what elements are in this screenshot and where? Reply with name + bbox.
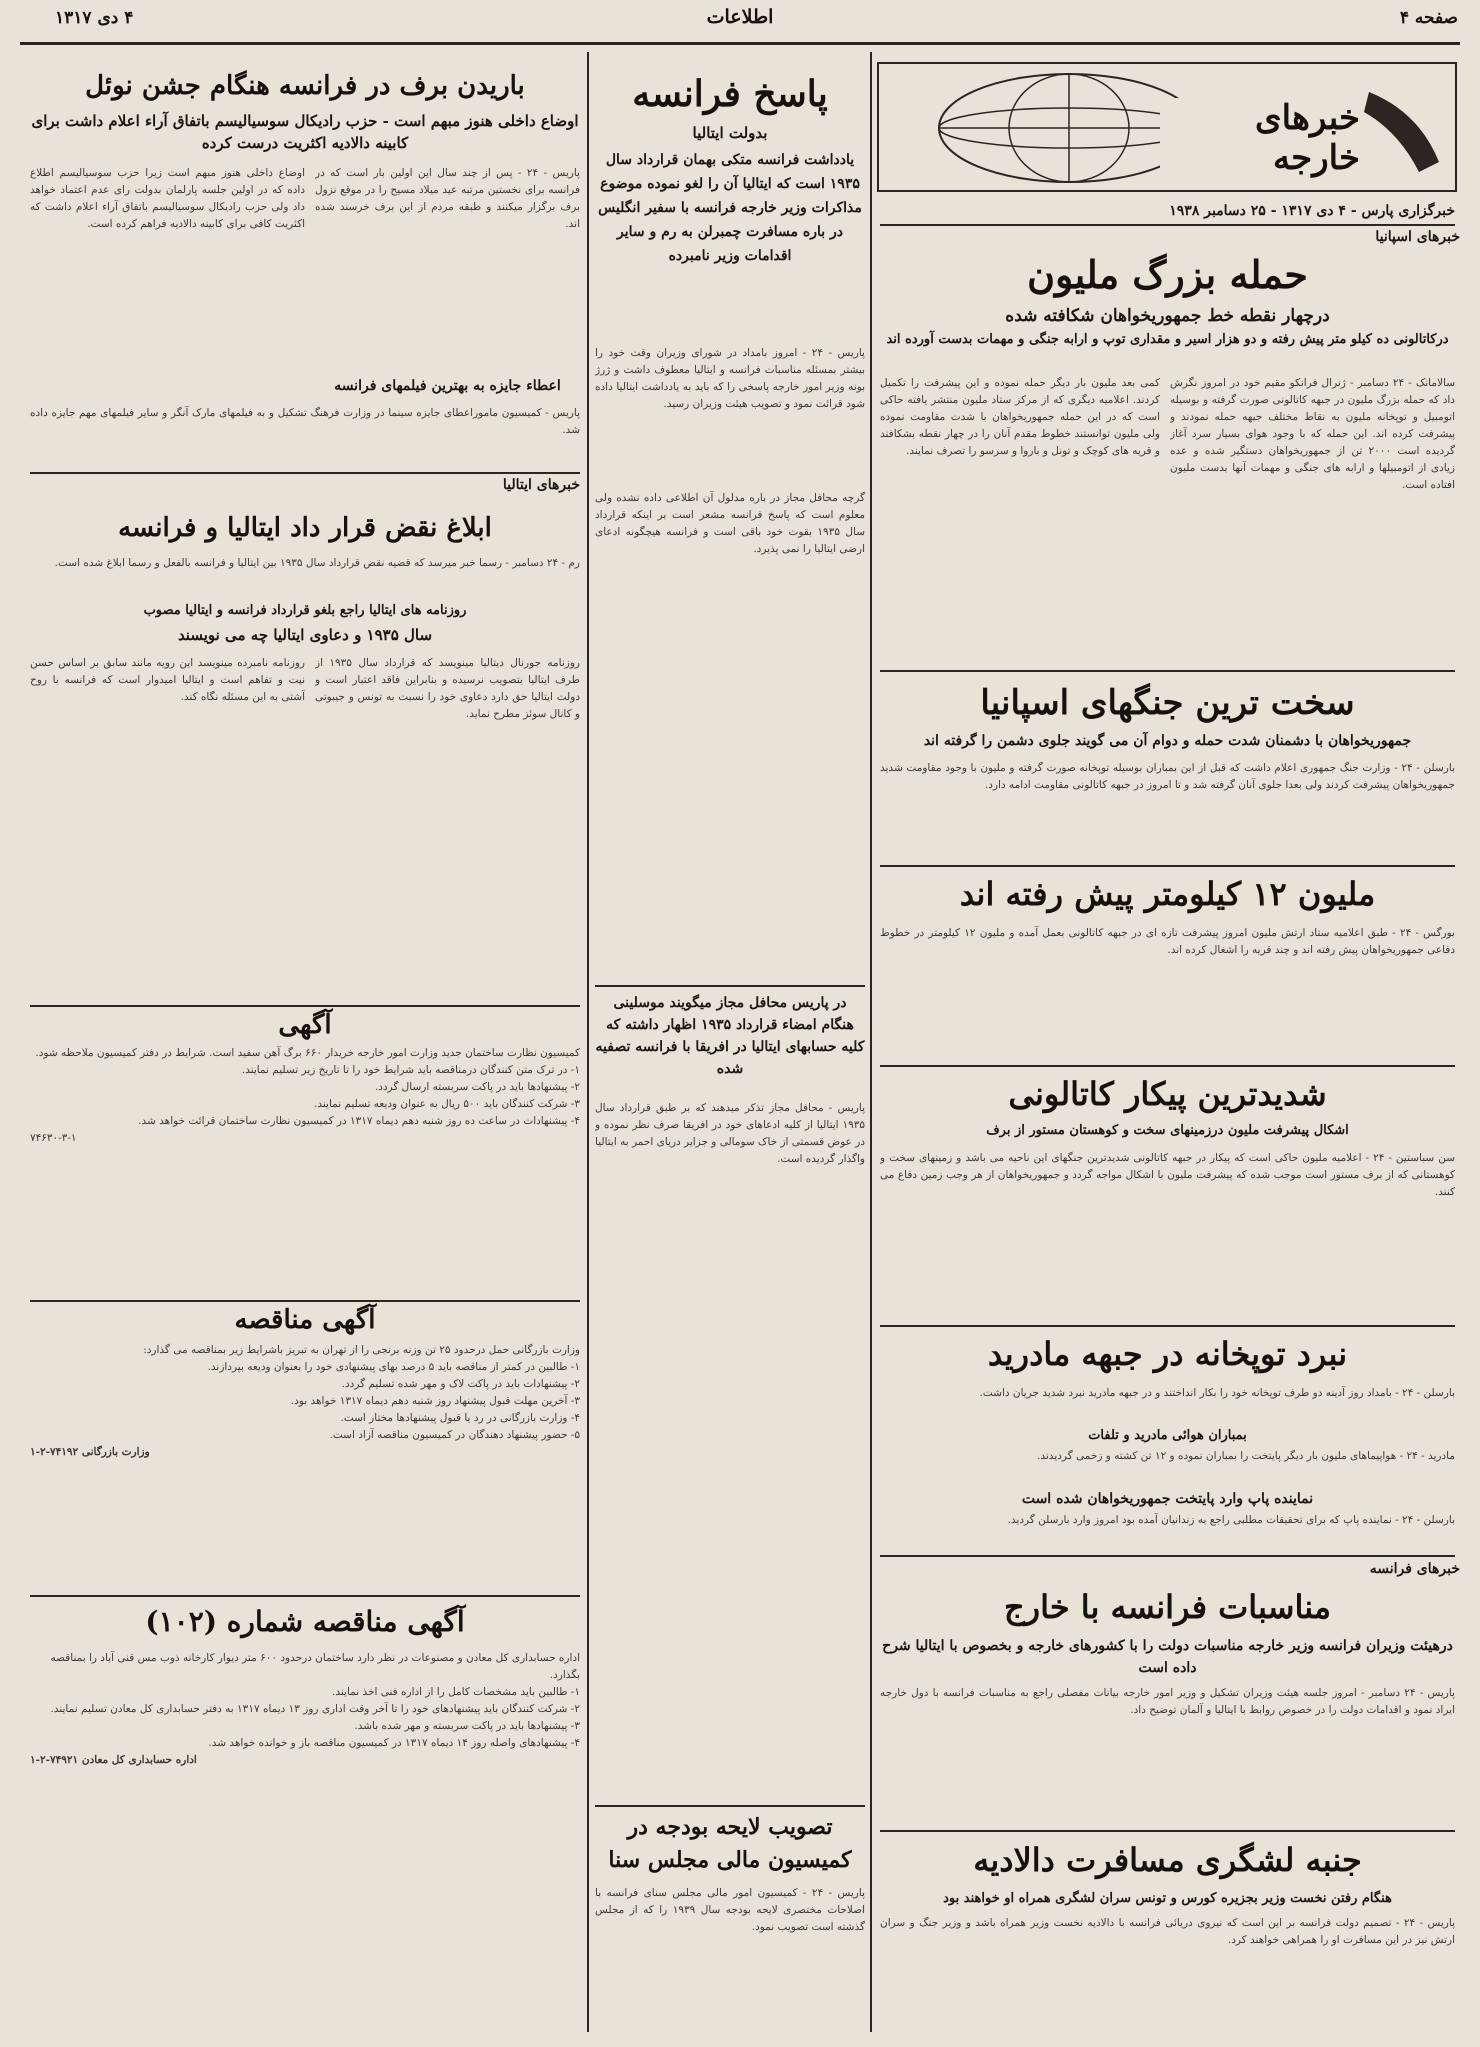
artillery-line2: بمباران هوائی مادرید و تلفات [1088,1428,1247,1443]
headline-hardest-battles: سخت ترین جنگهای اسپانیا [980,683,1355,723]
foreign-news-title: خبرهای خارجه [1160,98,1360,178]
subhead-budget: کمیسیون مالی مجلس سنا [608,1847,852,1873]
italy-body3: روزنامه نامبرده مینویسد این رویه مانند سابق بر اساس حسن نیت و تفاهم است و ایتالیا امیدوار است که فرانسه با روح آشتی به این مسئله نگاه کند. [30,657,305,703]
page-date: ۴ دی ۱۳۱۷ [55,8,134,28]
ad2-item: ۴- وزارت بازرگانی در رد یا قبول پیشنهادها مختار است. [340,1412,580,1424]
ad1-item: ۲- پیشنهادها باید در پاکت سربسته ارسال گردد. [374,1081,580,1093]
ad3-intro: اداره حسابداری کل معادن و مصنوعات در نظر دارد ساختمان درحدود ۶۰۰ متر دیوار کارخانه ذوب مس قنی آباد را بمناقصه بگذارد. [50,1652,580,1681]
foreign-news-banner [877,62,1457,192]
ad2-item: ۱- طالبین در کمتر از مناقصه باید ۵ درصد بهای پیشنهادی خود را بعنوان ودیعه بپردازند. [207,1361,580,1373]
agency-line: خبرگزاری پارس - ۴ دی ۱۳۱۷ - ۲۵ دسامبر ۱۹۳۸ [1169,203,1455,219]
subhead-big-attack: درچهار نقطه خط جمهوریخواهان شکافته شده [1005,306,1330,326]
ad2-item: ۲- پیشنهادات باید در پاکت لاک و مهر شده تسلیم گردد. [341,1378,580,1390]
ad2-title: آگهی مناقصه [234,1305,376,1335]
fierce-fight-body: سن سباستین - ۲۴ - اعلامیه ملیون حاکی است که پیکار در جبهه کاتالونی شدیدترین جنگهای این ناحیه می باشد و زمینهای سخت و کوهستانی که از برف مستور است موجب شده که پیشرفت ملیون با اشکال مواجه گردد و جمهوریخواهان از هر وجب زمین دفاع می کنند. [880,1152,1455,1198]
headline-france-reply: پاسخ فرانسه [632,73,828,115]
big-attack-body-left: کمی بعد ملیون بار دیگر حمله نموده و این پیشرفت را تکمیل کردند. اعلامیه دیگری که از مرکز ستاد ملیون منتشر یافته حاکی است که در این حمله جمهوریخواهان با شدت مقاومت نموده ولی ملیون توانستند خطوط مقدم آنان را در چهار نقطه بشکافند و قریه های کوچک و تونل و باروا و سرسو را تصرف نمایند. [880,377,1160,457]
italy-body2: روزنامه جورنال دیتالیا مینویسد که قرارداد سال ۱۹۳۵ از طرف ایتالیا بتصویب نرسیده و بنابراین فاقد اعتبار است و دولت ایتالیا حق دارد دعاوی خود را نسبت به تونس و جیبوتی و کانال سوئز مطرح نماید. [315,657,580,720]
rule-3 [880,1065,1455,1067]
left-rule-3 [30,1300,580,1302]
headline-italy-treaty: ابلاغ نقض قرار داد ایتالیا و فرانسه [118,513,492,543]
headline-french-relations: مناسبات فرانسه با خارج [1003,1588,1332,1626]
ad1-content [30,1045,580,1295]
ad2-code: وزارت بازرگانی ۷۴۱۹۲-۲-۱ [30,1446,150,1458]
ad3-title: آگهی مناقصه شماره (۱۰۲) [145,1605,465,1638]
column-rule-left [587,52,589,2032]
left-rule-2 [30,1005,580,1007]
italy-sub3: سال ۱۹۳۵ و دعاوی ایتالیا چه می نویسند [177,626,433,644]
paper-name: اطلاعات [706,6,774,28]
lead-france-reply: یادداشت فرانسه متکی بهمان قرارداد سال ۱۹۳۵ است که ایتالیا آن را لغو نموده موضوع مذاکرات وزیر خارجه فرانسه با سفیر انگلیس در باره مسافرت چمبرلن به رم و سایر اقدامات وزیر نامبرده [598,152,862,264]
artillery-body: بارسلن - ۲۴ - بامداد روز آدینه دو طرف توپخانه خود را بکار انداختند و در جبهه مادرید نبرد شدید جریان داشت. [979,1387,1455,1399]
prize-title: اعطاء جایزه به بهترین فیلمهای فرانسه [334,378,561,394]
snow-body-left: اوضاع داخلی هنوز مبهم است زیرا حزب سوسیالیسم اطلاع داده که در اولین جلسه پارلمان بدولت رای عدم اعتماد خواهد داد ولی حزب رادیکال سوسیالیسم باتفاق آراء اعلام داشت که اکثریت کافی برای کابینه دالادیه فراهم کرده است. [30,167,305,230]
hardest-battles-body: بارسلن - ۲۴ - وزارت جنگ جمهوری اعلام داشت که قبل از این بمباران بوسیله توپخانه صورت گرفته و ملیون با وجود مقاومت شدید جمهوریخواهان پیشرفت کردند ولی بعدا جلوی آنان گرفته شد و تا امروز در جبهه کاتالونی مقاومت ادامه دارد. [880,762,1455,791]
ad3-code: اداره حسابداری کل معادن ۷۴۹۲۱-۲-۱ [30,1754,197,1766]
ad2-item: ۵- حضور پیشنهاد دهندگان در کمیسیون مناقصه آزاد است. [329,1429,580,1441]
gramophone-horn-icon [1359,72,1449,182]
ad1-code: ۷۴۶۳۰-۳-۱ [30,1132,77,1144]
header-rule [20,42,1460,45]
page-label: صفحه ۴ [1399,8,1458,28]
subhead2-big-attack: درکاتالونی ده کیلو متر پیش رفته و دو هزار اسیر و مقداری توپ و ارابه جنگی و مهمات بدست آورده اند [886,332,1449,347]
artillery-line3: نماینده پاپ وارد پایتخت جمهوریخواهان شده است [1021,1491,1314,1507]
prize-body: پاریس - کمیسیون ماموراعطای جایزه سینما در وزارت فرهنگ تشکیل و به فیلمهای مارک آنگر و سایر فیلمهای مهم جایزه داده شد. [30,407,580,436]
daladier-body: پاریس - ۲۴ - تصمیم دولت فرانسه بر این است که نیروی دریائی فرانسه با دالادیه نخست وزیر همراه باشد و وزیر جنگ و سران ارتش نیز در این مسافرت او را همراهی خواهند کرد. [880,1917,1455,1946]
italy-section-label: خبرهای ایتالیا [502,477,580,493]
ad3-content [30,1650,580,2030]
ad2-content [30,1342,580,1592]
subhead-france-reply: بدولت ایتالیا [692,124,768,142]
mid-rule-2 [595,1805,865,1807]
italy-body: رم - ۲۴ دسامبر - رسما خبر میرسد که قضیه نقض قرارداد سال ۱۹۳۵ بین ایتالیا و فرانسه بالفعل و رسما ابلاغ شده است. [54,557,580,569]
headline-daladier: جنبه لشگری مسافرت دالادیه [973,1841,1362,1879]
ad1-title: آگهی [278,1010,332,1040]
rule-1 [880,670,1455,672]
subhead-fierce-fight: اشکال پیشرفت ملیون درزمینهای سخت و کوهستان مستور از برف [986,1123,1349,1138]
ad1-item: ۱- در ترک متن کنندگان درمناقصه باید شرایط خود را تا تاریخ زیر تسلیم نمایند. [241,1064,580,1076]
left-rule-4 [30,1595,580,1597]
subhead-french-relations: درهیئت وزیران فرانسه وزیر خارجه مناسبات دولت را با کشورهای خارجه و بخصوص با ایتالیا شرح داده است [882,1638,1453,1676]
spain-section-label: خبرهای اسپانیا [1375,229,1460,245]
rule-5 [880,1555,1455,1557]
france-reply-body: پاریس - ۲۴ - امروز بامداد در شورای وزیران وقت خود را بیشتر بمسئله مناسبات فرانسه و ایتالیا معطوف داشت و ژرژ بونه وزیر امور خارجه پاسخی را که باید به یادداشت ایتالیا داده شود قرائت نمود و تصویب هیئت وزیران رسید. [595,347,865,410]
subhead-mussolini: در پاریس محافل مجاز میگویند موسلینی هنگام امضاء قرارداد ۱۹۳۵ اظهار داشته که کلیه حسابهای ایتالیا در افریقا با فرانسه تصفیه شده [595,995,865,1077]
france-reply-body2: گرچه محافل مجاز در باره مدلول آن اطلاعی داده نشده ولی معلوم است که پاسخ فرانسه مشعر است بر اینکه قرارداد سال ۱۹۳۵ بقوت خود باقی است و فرانسه هیچگونه ادعای ارضی ایتالیا را نمی پذیرد. [595,492,865,555]
subhead-daladier: هنگام رفتن نخست وزیر بجزیره کورس و تونس سران لشگری همراه او خواهند بود [943,1891,1392,1906]
snow-body-right: پاریس - ۲۴ - پس از چند سال این اولین بار است که در فرانسه برای نخستین مرتبه عید میلاد مسیح را در موقع نزول برف برگزار میکنند و طبقه مردم از این برف خرسند شده اند. [315,167,580,230]
ad1-item: ۳- شرکت کنندگان باید ۵۰۰ ریال به عنوان ودیعه تسلیم نمایند. [314,1098,580,1110]
french-section-label: خبرهای فرانسه [1369,1561,1460,1577]
ad2-intro: وزارت بازرگانی حمل درحدود ۲۵ تن وزنه برنجی را از تهران به تبریز باشرایط زیر بمناقصه می گذارد: [143,1344,580,1356]
column-rule-right [870,52,872,2032]
headline-big-attack: حمله بزرگ ملیون [1027,252,1308,297]
budget-body: پاریس - ۲۴ - کمیسیون امور مالی مجلس سنای فرانسه با اصلاحات مختصری لایحه بودجه سال ۱۹۳۹ را که از مجلس گذشته است تصویب نمود. [595,1887,865,1933]
headline-twelve-km: ملیون ۱۲ کیلومتر پیش رفته اند [959,875,1376,913]
subhead-hardest-battles: جمهوریخواهان با دشمنان شدت حمله و دوام آن می گویند جلوی دشمن را گرفته اند [923,733,1412,749]
mid-rule-1 [595,985,865,987]
big-attack-body-right: سالامانک - ۲۴ دسامبر - ژنرال فرانکو مقیم خود در امروز نگرش داد که حمله بزرگ ملیون در جبهه کاتالونی صورت گرفته و بوسیله اتومبیل و توپخانه ملیون به نقاط مختلف جبهه حمله نمودند و پیشرفت کرده اند. این حمله که با وجود هوای بسیار سرد آغاز گردیده است ۲۰۰۰ تن از جمهوریخواهان دستگیر شده و عده زیادی از اتومبیلها و ارابه های جنگی و مهمات آنها بدست ملیون افتاده است. [1170,377,1455,491]
subhead-snow: اوضاع داخلی هنوز مبهم است - حزب رادیکال سوسیالیسم باتفاق آراء اعلام داشت برای کابینه دالادیه اکثریت درست کرده [31,112,579,152]
twelve-km-body: بورگس - ۲۴ - طبق اعلامیه ستاد ارتش ملیون امروز پیشرفت تازه ای در جبهه کاتالونی بعمل آمده و ملیون ۱۲ کیلومتر در خطوط دفاعی جمهوریخواهان پیش رفته اند و چند قریه را اشغال کرده اند. [880,927,1455,956]
ad3-item: ۳- پیشنهادها باید در پاکت سربسته و مهر شده باشد. [354,1720,580,1732]
headline-budget: تصویب لایحه بودجه در [627,1814,833,1840]
headline-snow: باریدن برف در فرانسه هنگام جشن نوئل [85,71,525,101]
rule-4 [880,1325,1455,1327]
rule-2 [880,865,1455,867]
ad3-item: ۴- پیشنهادهای واصله روز ۱۴ دیماه ۱۳۱۷ در کمیسیون مناقصه باز و خوانده خواهد شد. [208,1737,580,1749]
france-reply-body3: پاریس - محافل مجاز تذکر میدهند که بر طبق قرارداد سال ۱۹۳۵ ایتالیا از کلیه ادعاهای خود در افریقا صرف نظر نموده و در عوض قسمتی از خاک سومالی و جزایر دریای احمر به ایتالیا واگذار گردیده است. [595,1102,865,1165]
rule-6 [880,1830,1455,1832]
headline-artillery: نبرد توپخانه در جبهه مادرید [987,1335,1348,1373]
ad1-intro: کمیسیون نظارت ساختمان جدید وزارت امور خارجه خریدار ۶۶۰ برگ آهن سفید است. شرایط در دفتر کمیسیون ملاحظه شود. [35,1047,580,1059]
artillery-body3: بارسلن - ۲۴ - نماینده پاپ که برای تحقیقات مطلبی راجع به زندانیان آمده بود امروز وارد بارسلن گردید. [1007,1514,1455,1526]
french-relations-body: پاریس - ۲۴ دسامبر - امروز جلسه هیئت وزیران تشکیل و وزیر امور خارجه بیانات مفصلی راجع به مناسبات فرانسه با دول خارجه ایراد نمود و اقدامات دولت را در خصوص روابط با ایتالیا و آلمان توضیح داد. [880,1687,1455,1716]
ad2-item: ۳- آخرین مهلت قبول پیشنهاد روز شنبه دهم دیماه ۱۳۱۷ خواهد بود. [290,1395,580,1407]
headline-fierce-fight: شدیدترین پیکار کاتالونی [1008,1075,1327,1113]
ad3-item: ۲- شرکت کنندگان باید پیشنهادهای خود را تا آخر وقت اداری روز ۱۳ دیماه ۱۳۱۷ به دفتر حسابداری کل معادن تسلیم نمایند. [50,1703,580,1715]
ad3-item: ۱- طالبین باید مشخصات کامل را از اداره فنی اخذ نمایند. [332,1686,580,1698]
artillery-body2: مادرید - ۲۴ - هواپیماهای ملیون بار دیگر پایتخت را بمباران نموده و ۱۲ تن کشته و زخمی گردیدند. [1037,1450,1455,1462]
ad1-item: ۴- پیشنهادات در ساعت ده روز شنبه دهم دیماه ۱۳۱۷ در کمیسیون نظارت ساختمان قرائت خواهد شد. [138,1115,580,1127]
italy-sub2: روزنامه های ایتالیا راجع بلغو قرارداد فرانسه و ایتالیا مصوب [143,603,467,618]
